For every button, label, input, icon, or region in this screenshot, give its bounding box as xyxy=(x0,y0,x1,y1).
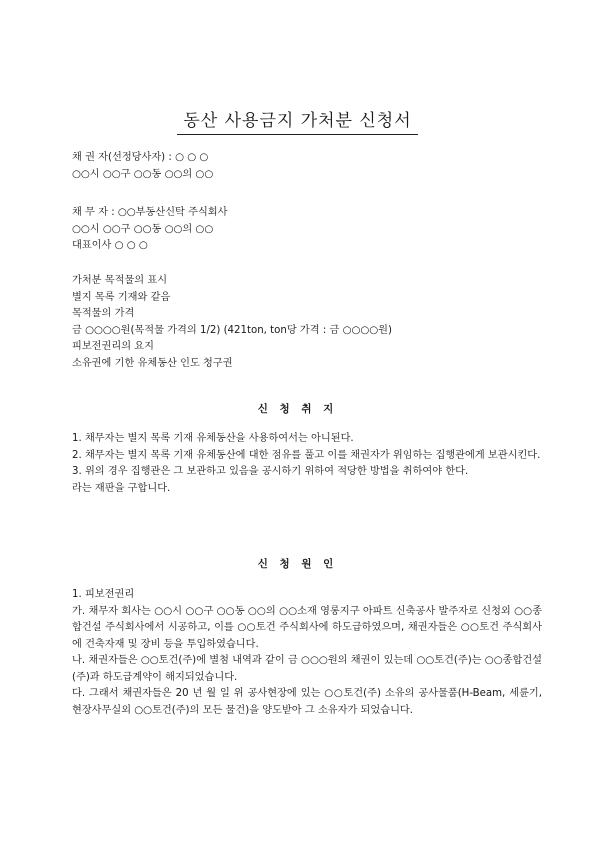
purpose-heading: 신 청 취 지 xyxy=(257,403,338,415)
preserved-right-label: 피보전권리의 요지 xyxy=(72,341,154,352)
creditor-section xyxy=(72,150,542,183)
document-title xyxy=(0,106,595,135)
cause-heading: 신 청 원 인 xyxy=(257,558,338,570)
debtor-section xyxy=(72,205,542,255)
document-title-text: 동산 사용금지 가처분 신청서 xyxy=(177,106,417,135)
cause-paragraph-na: 나. 채권자들은 ○○토건(주)에 별첨 내역과 같이 금 ○○○원의 채권이 있는데 ○○토건(주)는 ○○종합건설(주)과 하도급계약이 해지되었습니다. xyxy=(72,655,542,683)
debtor-address: ○○시 ○○구 ○○동 ○○의 ○○ xyxy=(72,223,214,235)
purpose-item-3: 3. 위의 경우 집행관은 그 보관하고 있음을 공시하기 위하여 적당한 방법을 취하여야 한다. xyxy=(72,466,469,477)
object-price: 금 ○○○○원(목적물 가격의 1/2) (421ton, ton당 가격 : 금 ○○○○원) xyxy=(72,324,392,336)
creditor-name: 채 권 자(선정당사자) : ○ ○ ○ xyxy=(72,152,209,163)
cause-section-1: 1. 피보전권리 xyxy=(72,589,135,600)
cause-paragraph-ga: 가. 채무자 회사는 ○○시 ○○구 ○○동 ○○의 ○○소재 영롱지구 아파트 신축공사 발주자로 신청외 ○○종합건설 주식회사에서 시공하고, 이를 ○○토건 주식회사에 하도급하였으며, 채권자들은 ○○토건 주식회사에 건축자재 및 장비 등을 투입하였습니다. xyxy=(72,605,542,650)
preserved-right: 소유권에 기한 유체동산 인도 청구권 xyxy=(72,357,233,369)
purpose-section xyxy=(72,431,542,497)
cause-section xyxy=(72,587,542,719)
purpose-item-2: 2. 채무자는 별지 목록 기재 유체동산에 대한 점유를 풀고 이를 채권자가 위임하는 집행관에게 보관시킨다. xyxy=(72,449,541,461)
purpose-item-1: 1. 채무자는 별지 목록 기재 유체동산을 사용하여서는 아니된다. xyxy=(72,433,354,444)
debtor-name: 채 무 자 : ○○부동산신탁 주식회사 xyxy=(72,207,228,218)
debtor-representative: 대표이사 ○ ○ ○ xyxy=(72,240,148,251)
object-section xyxy=(72,273,542,372)
creditor-address: ○○시 ○○구 ○○동 ○○의 ○○ xyxy=(72,168,214,180)
object-description: 별지 목록 기재와 같음 xyxy=(72,291,171,303)
object-price-label: 목적물의 가격 xyxy=(72,308,135,319)
purpose-closing: 라는 재판을 구합니다. xyxy=(72,482,171,494)
object-label: 가처분 목적물의 표시 xyxy=(72,275,168,286)
cause-paragraph-da: 다. 그래서 채권자들은 20 년 월 일 위 공사현장에 있는 ○○토건(주) 소유의 공사물품(H-Beam, 세륜기, 현장사무실외 ○○토건(주)의 모든 물건)을 양도받아 그 소유자가 되었습니다. xyxy=(72,688,542,716)
